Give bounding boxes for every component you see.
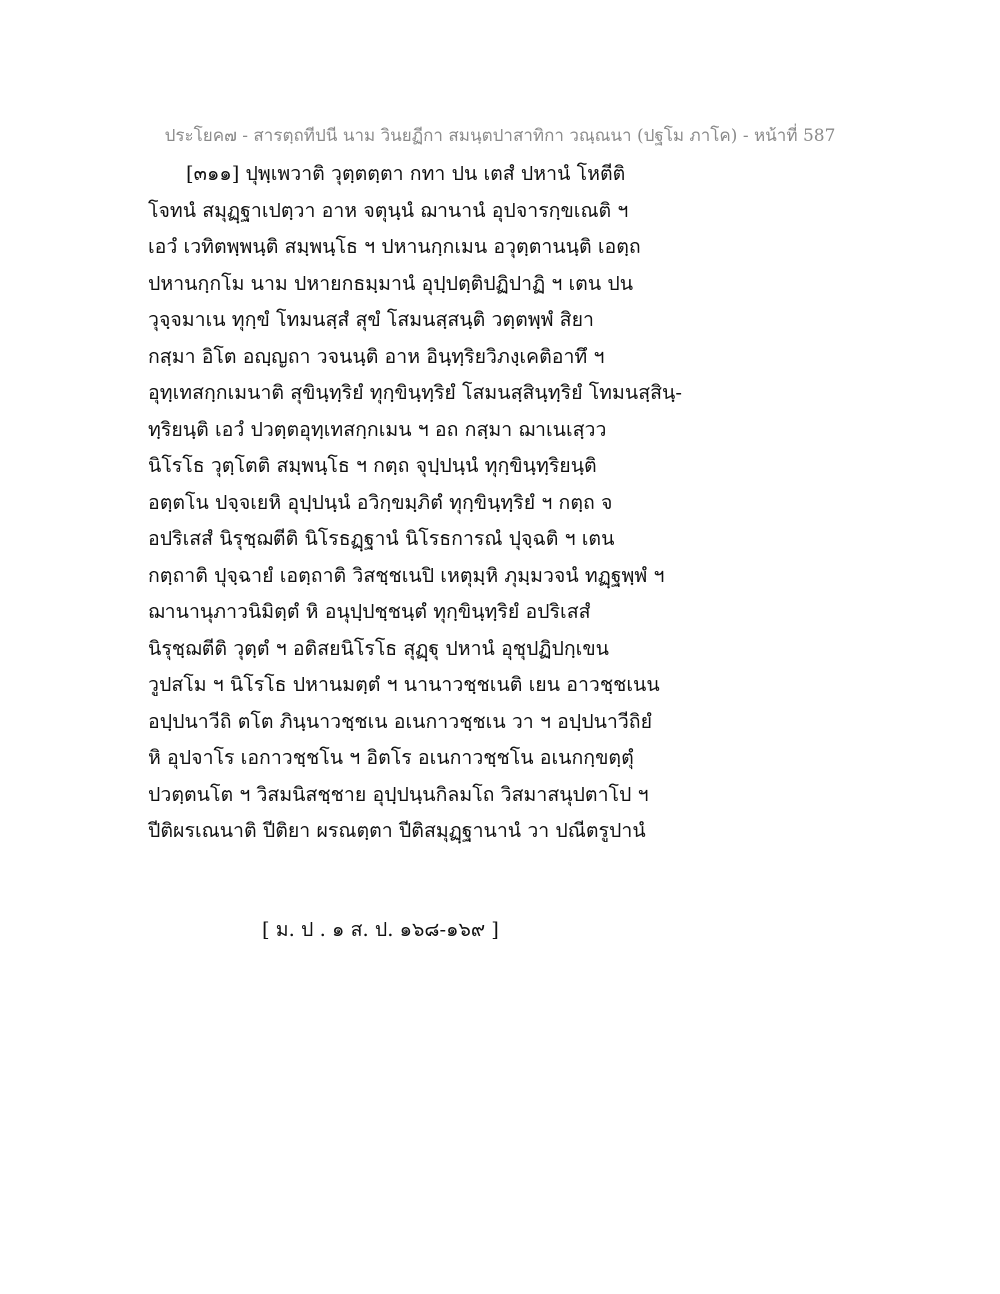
text-line: กสฺมา อิโต อญฺญถา วจนนฺติ อาห อินฺทฺริยวิภงฺเคติอาทึ ฯ (148, 344, 605, 368)
text-line: อปฺปนาวีถิ ตโต ภินฺนาวชฺชเน อเนกาวชฺชเน วา ฯ อปฺปนาวีถิยํ (148, 709, 653, 733)
text-line: [๓๑๑] ปุพฺเพวาติ วุตฺตตฺตา กทา ปน เตสํ ปหานํ โหตีติ (186, 162, 626, 185)
text-line: เอวํ เวทิตพฺพนฺติ สมฺพนฺโธ ฯ ปหานกฺกเมน อวุตฺตานนฺติ เอตฺถ (148, 235, 641, 258)
text-line: กตฺถาติ ปุจฺฉายํ เอตฺถาติ วิสชฺชเนปิ เหตุมฺหิ ภุมฺมวจนํ ทฏฺฐพฺพํ ฯ (148, 563, 665, 587)
body-text (148, 156, 748, 850)
text-line: อตฺตโน ปจฺจเยหิ อุปฺปนฺนํ อวิกฺขมฺภิตํ ทุกฺขินฺทฺริยํ ฯ กตฺถ จ (148, 490, 613, 514)
text-line: อุทฺเทสกฺกเมนาติ สุขินฺทฺริยํ ทุกฺขินฺทฺริยํ โสมนสฺสินฺทฺริยํ โทมนสฺสินฺ- (148, 381, 682, 404)
text-line: ปหานกฺกโม นาม ปหายกธมฺมานํ อุปฺปตฺติปฏิปาฏิ ฯ เตน ปน (148, 271, 634, 295)
text-line: วุจฺจมาเน ทุกฺขํ โทมนสฺสํ สุขํ โสมนสฺสนฺติ วตฺตพฺพํ สิยา (148, 308, 594, 331)
text-line: นิรุชฺฌตีติ วุตฺตํ ฯ อติสยนิโรโธ สุฏฺฐุ ปหานํ อุชุปฏิปกฺเขน (148, 636, 609, 660)
text-line: ปีติผรเณนาติ ปีติยา ผรณตฺตา ปีติสมุฏฺฐานานํ วา ปณีตรูปานํ (148, 819, 646, 842)
text-line: อปริเสสํ นิรุชฺฌตีติ นิโรธฏฺฐานํ นิโรธการณํ ปุจฺฉติ ฯ เตน (148, 527, 615, 550)
text-line: ฌานานุภาวนิมิตฺตํ หิ อนุปฺปชฺชนฺตํ ทุกฺขินฺทฺริยํ อปริเสสํ (148, 600, 591, 623)
running-header: ประโยค๗ - สารตฺถทีปนี นาม วินยฏีกา สมนฺตปาสาทิกา วณฺณนา (ปฐโม ภาโค) - หน้าที่ 587 (164, 126, 836, 146)
text-line: โจทนํ สมุฏฺฐาเปตฺวา อาห จตุนฺนํ ฌานานํ อุปจารกฺขเณติ ฯ (148, 198, 629, 222)
text-line: นิโรโธ วุตฺโตติ สมฺพนฺโธ ฯ กตฺถ จุปฺปนฺนํ ทุกฺขินฺทฺริยนฺติ (148, 454, 597, 477)
text-line: วูปสโม ฯ นิโรโธ ปหานมตฺตํ ฯ นานาวชฺชเนติ เยน อาวชฺชเนน (148, 673, 660, 696)
text-line: หิ อุปจาโร เอกาวชฺชโน ฯ อิตโร อเนกาวชฺชโน อเนกกฺขตฺตุํ (148, 746, 634, 769)
text-line: ปวตฺตนโต ฯ วิสมนิสชฺชาย อุปฺปนฺนกิลมโถ วิสมาสนุปตาโป ฯ (148, 782, 649, 806)
source-reference: [ ม. ป . ๑ ส. ป. ๑๖๘-๑๖๙ ] (262, 918, 499, 941)
text-line: ทฺริยนฺติ เอวํ ปวตฺตอุทฺเทสกฺกเมน ฯ อถ กสฺมา ฌาเนเสฺวว (148, 417, 607, 441)
